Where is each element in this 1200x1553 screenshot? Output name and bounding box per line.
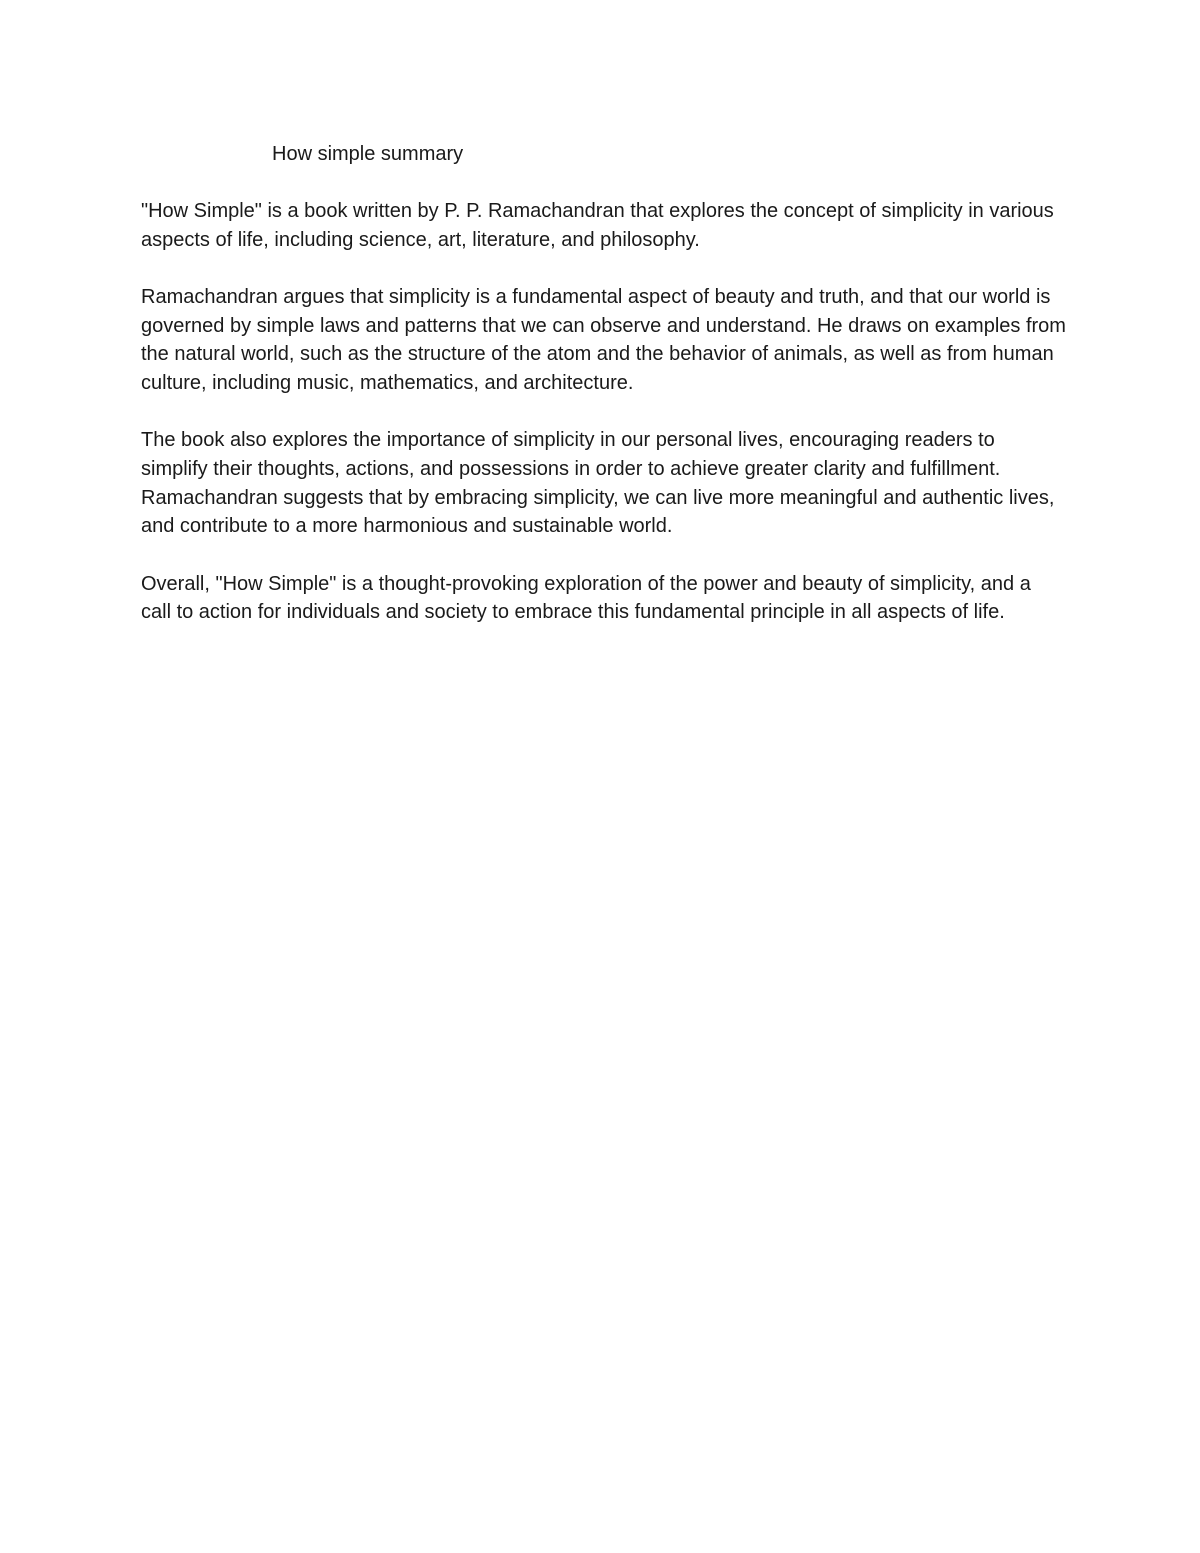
- paragraph-2: Ramachandran argues that simplicity is a fundamental aspect of beauty and truth, and that our world is governed by simple laws and patterns that we can observe and understand. He draws on examples from the natural world, such as the structure of the atom and the behavior of animals, as well as from human culture, including music, mathematics, and architecture.: [141, 285, 1066, 395]
- paragraph-1: "How Simple" is a book written by P. P. Ramachandran that explores the concept of simplicity in various aspects of life, including science, art, literature, and philosophy.: [141, 200, 1054, 251]
- document-body: [141, 197, 1066, 655]
- paragraph-3: The book also explores the importance of simplicity in our personal lives, encouraging readers to simplify their thoughts, actions, and possessions in order to achieve greater clarity and fulfillment. Ramachandran suggests that by embracing simplicity, we can live more meaningful and authentic lives, and contribute to a more harmonious and sustainable world.: [141, 429, 1055, 538]
- paragraph-4: Overall, "How Simple" is a thought-provoking exploration of the power and beauty of simplicity, and a call to action for individuals and society to embrace this fundamental principle in all aspects of life.: [141, 572, 1031, 624]
- document-title: How simple summary: [272, 143, 464, 165]
